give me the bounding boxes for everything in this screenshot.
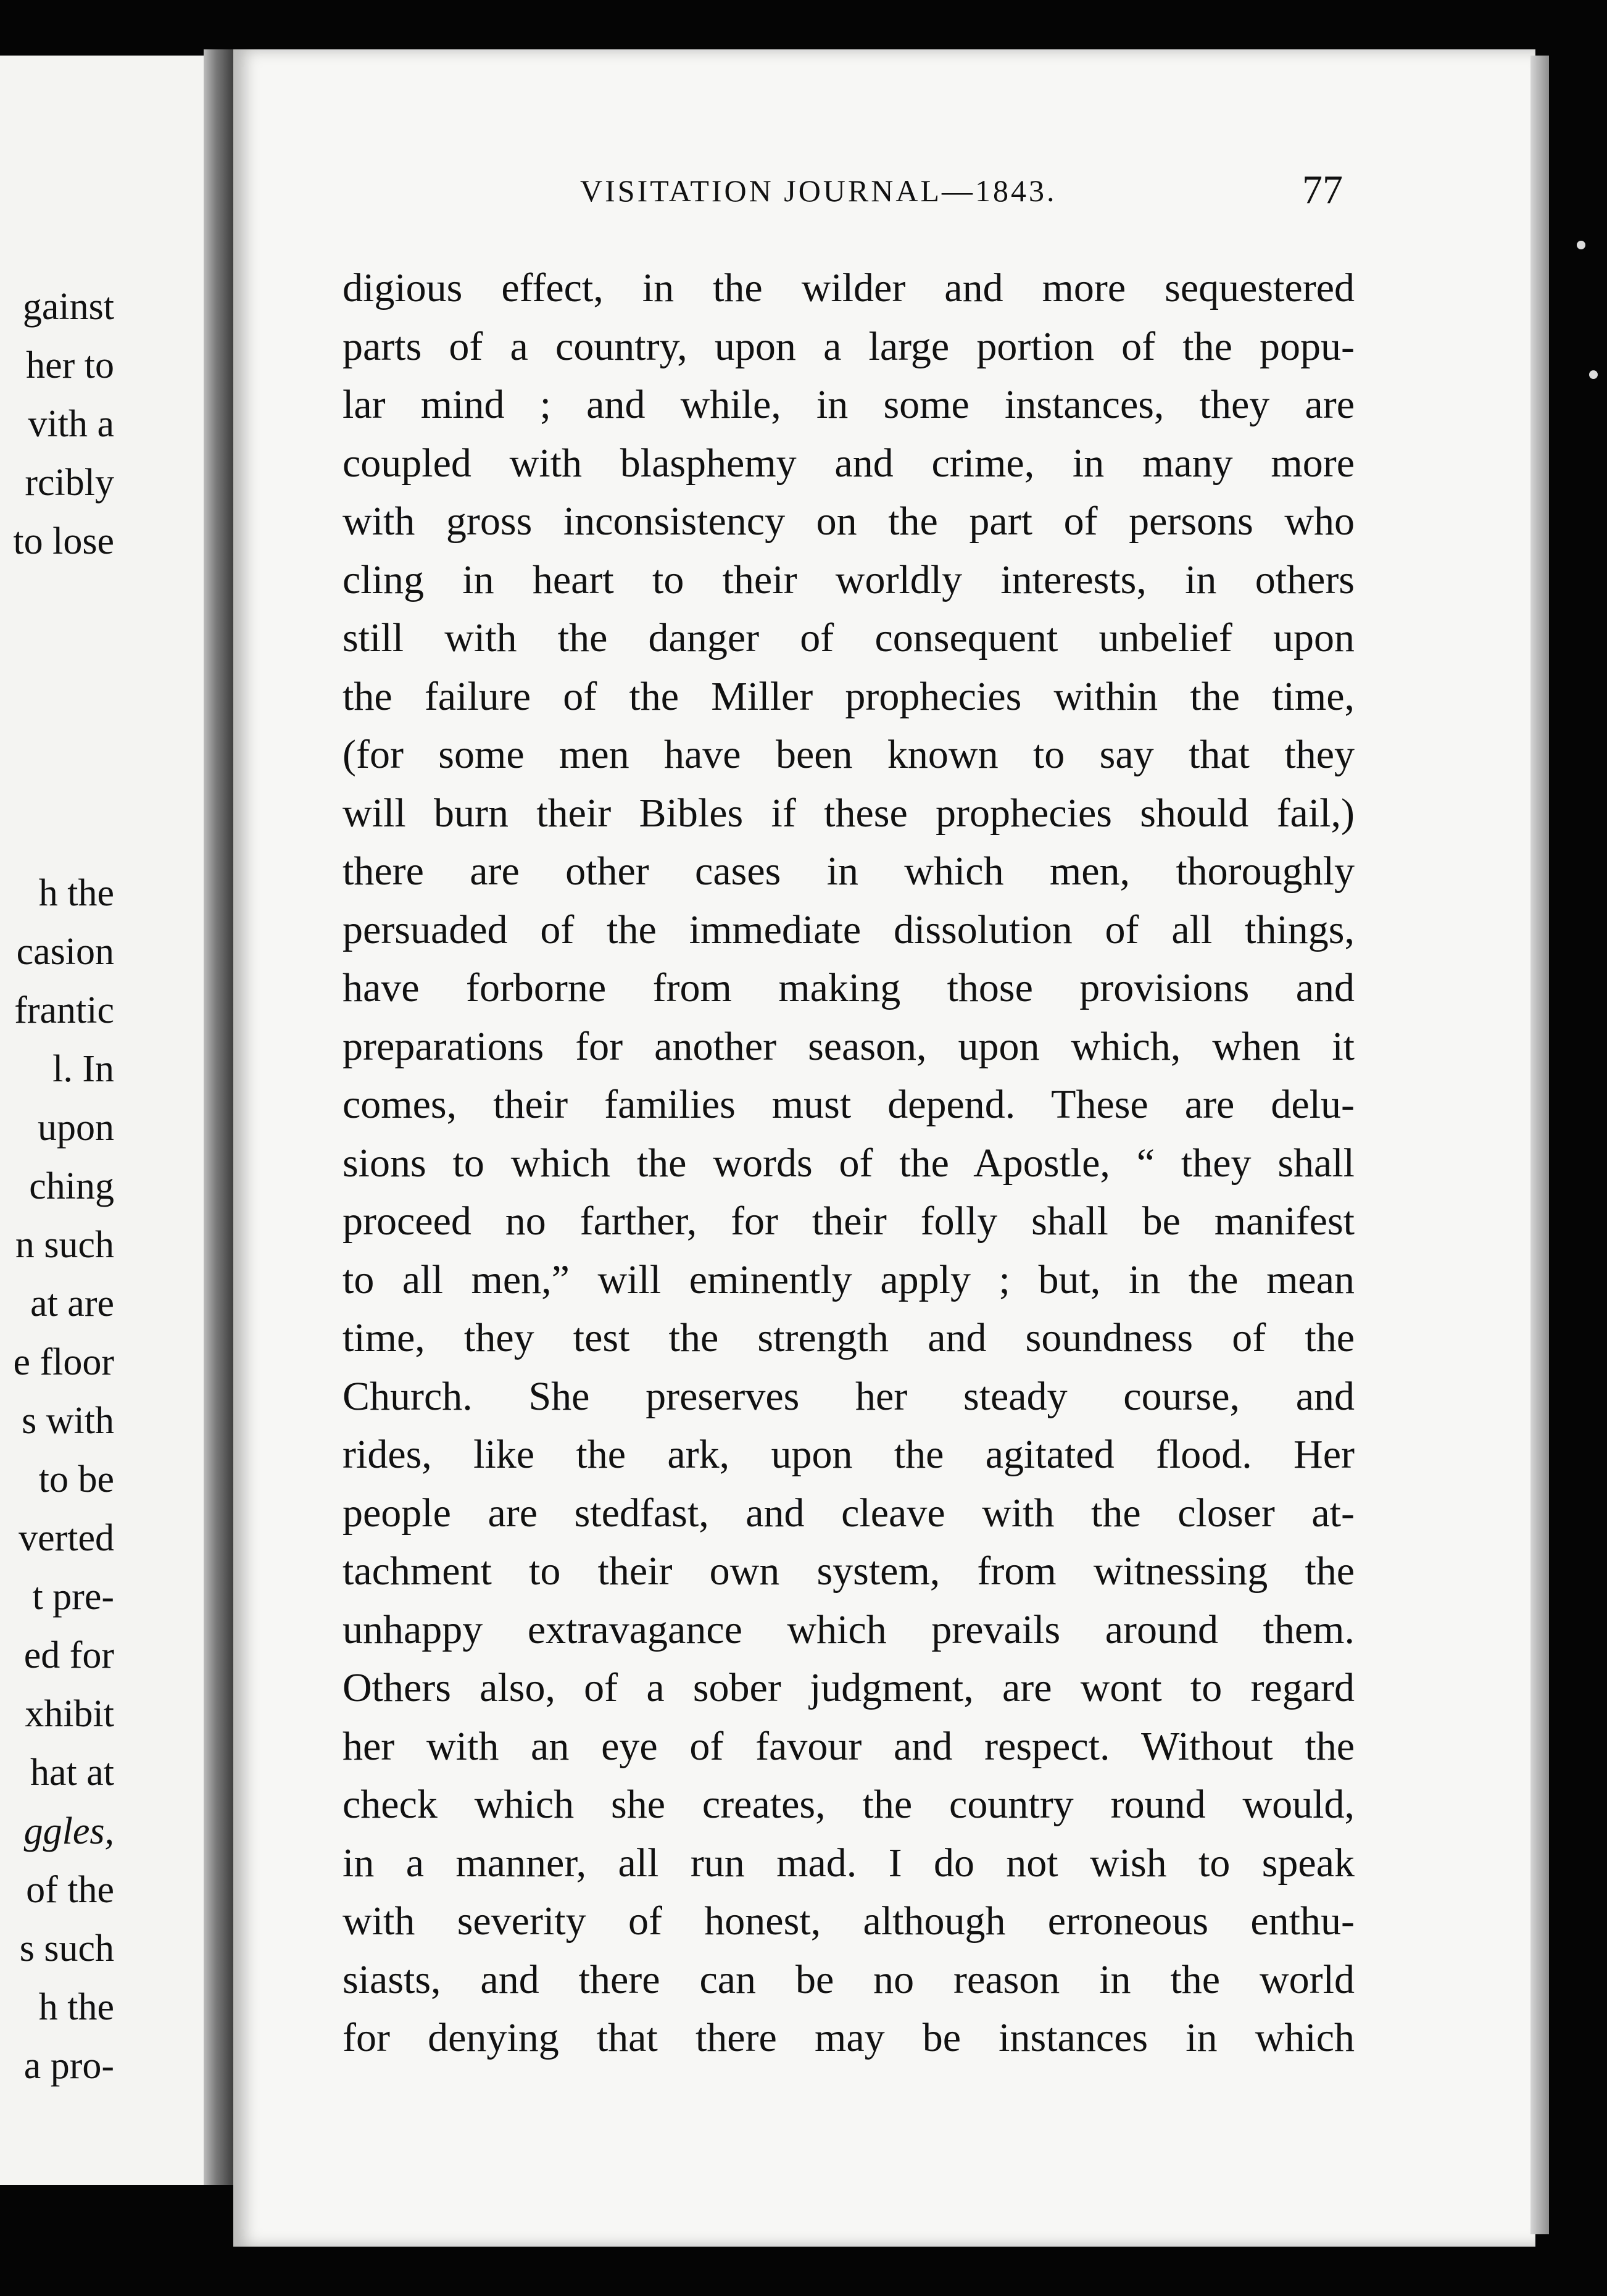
text-line: persuaded of the immediate dissolution of all things, [343,907,1355,952]
left-page-fragment: s such [19,1928,114,1969]
left-page-fragment: upon [38,1107,114,1149]
text-line: for denying that there may be instances in which [343,2015,1355,2060]
left-page-fragment: ed for [23,1634,114,1676]
left-page-fragment: casion [16,931,114,973]
left-page-fragment: hat at [30,1752,114,1794]
left-page-fragment: n such [15,1224,114,1266]
left-page-fragment [0,630,114,688]
text-line: to all men,” will eminently apply ; but, in the mean [343,1257,1355,1302]
text-line: will burn their Bibles if these prophecies should fail,) [343,790,1355,836]
left-page-fragment: e floor [13,1341,114,1383]
left-page-fragment: ching [29,1165,114,1207]
left-page-fragment: a pro- [23,2045,114,2087]
left-page-fragment: h the [38,872,114,914]
book-gutter [204,49,235,2185]
left-page-fragment: l. In [52,1048,114,1090]
left-page-fragment: frantic [14,989,114,1031]
left-page-fragment: vith a [28,403,114,445]
text-line: the failure of the Miller prophecies within the time, [343,673,1355,719]
left-page-fragment: t pre- [32,1576,114,1618]
left-page-fragment: gainst [22,286,114,328]
page-number: 77 [1302,167,1343,212]
text-line: cling in heart to their worldly interests, in others [343,557,1355,602]
left-page-fragment [0,805,114,864]
text-line: coupled with blasphemy and crime, in many more [343,440,1355,486]
left-facing-page [0,56,213,2185]
left-page-fragment: to lose [13,520,114,562]
left-page-fragment: h the [38,1986,114,2028]
text-line: Church. She preserves her steady course, and [343,1373,1355,1419]
left-page-fragment [0,747,114,805]
text-line: sions to which the words of the Apostle, “ they shall [343,1140,1355,1186]
text-line: with gross inconsistency on the part of persons who [343,499,1355,544]
text-line: there are other cases in which men, thoroughly [343,849,1355,894]
left-page-fragment: verted [19,1517,114,1559]
text-line: in a manner, all run mad. I do not wish to speak [343,1840,1355,1886]
left-page-fragment [0,688,114,747]
margin-speck [1589,370,1598,379]
running-head-title: VISITATION JOURNAL—1843. [580,173,1057,208]
text-line: (for some men have been known to say that they [343,732,1355,777]
left-page-fragment [0,571,114,630]
left-page-fragment: xhibit [25,1693,114,1735]
text-line: parts of a country, upon a large portion of the popu- [343,323,1355,369]
page-edge [1530,56,1549,2234]
text-line: people are stedfast, and cleave with the closer at- [343,1490,1355,1536]
left-page-fragment: ggles, [23,1810,114,1852]
text-line: tachment to their own system, from witnessing the [343,1549,1355,1594]
text-line: unhappy extravagance which prevails around them. [343,1607,1355,1652]
text-line: digious effect, in the wilder and more sequestered [343,265,1355,310]
left-page-fragment: to be [38,1458,114,1500]
left-page-fragment: at are [30,1283,114,1325]
left-page-fragment: of the [26,1869,114,1911]
text-line: time, they test the strength and soundness of the [343,1315,1355,1360]
left-page-text [0,278,114,2095]
text-line: siasts, and there can be no reason in the world [343,1957,1355,2002]
text-line: check which she creates, the country round would, [343,1782,1355,1827]
text-line: rides, like the ark, upon the agitated flood. Her [343,1432,1355,1477]
text-line: have forborne from making those provisions and [343,965,1355,1010]
text-line: preparations for another season, upon which, when it [343,1023,1355,1069]
text-line: her with an eye of favour and respect. Without the [343,1723,1355,1769]
left-page-fragment: s with [22,1400,114,1442]
left-page-fragment: her to [26,344,114,386]
text-line: proceed no farther, for their folly shall be manifest [343,1199,1355,1244]
text-line: lar mind ; and while, in some instances, they are [343,382,1355,427]
text-line: with severity of honest, although erroneous enthu- [343,1899,1355,1944]
margin-speck [1577,241,1585,249]
running-head [346,160,1370,222]
left-page-fragment: rcibly [25,462,114,504]
text-line: still with the danger of consequent unbelief upon [343,615,1355,660]
text-line: Others also, of a sober judgment, are wont to regard [343,1665,1355,1710]
text-line: comes, their families must depend. These are delu- [343,1082,1355,1127]
body-text [343,259,1355,2068]
